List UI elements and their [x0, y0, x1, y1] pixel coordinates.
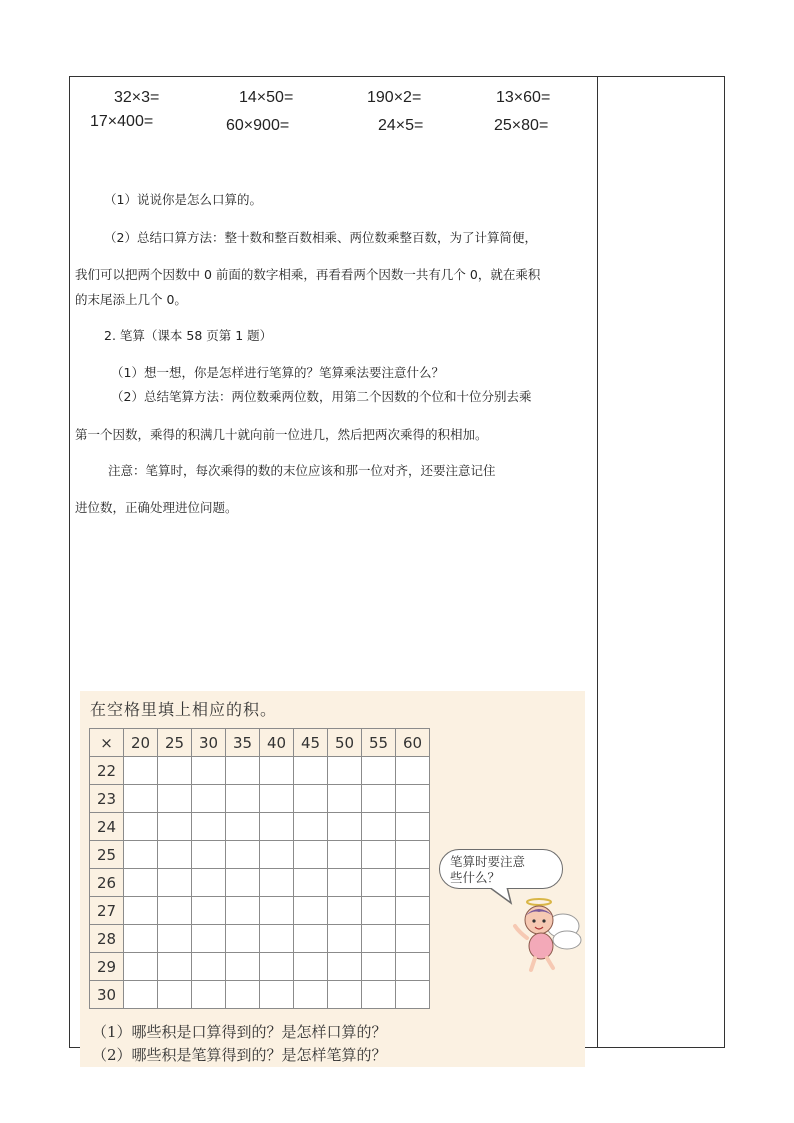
grid-cell [396, 757, 430, 785]
grid-cell [158, 869, 192, 897]
grid-cell [124, 953, 158, 981]
grid-cell [328, 785, 362, 813]
column-header: 60 [396, 729, 430, 757]
grid-cell [362, 813, 396, 841]
grid-cell [124, 869, 158, 897]
paragraph: （2）总结口算方法：整十数和整百数相乘、两位数乘整百数，为了计算简便， [104, 230, 537, 245]
grid-cell [260, 757, 294, 785]
grid-cell [158, 953, 192, 981]
grid-cell [328, 757, 362, 785]
row-header: 23 [90, 785, 124, 813]
note-paragraph: 进位数，正确处理进位问题。 [75, 500, 238, 515]
column-header: 30 [192, 729, 226, 757]
grid-cell [192, 785, 226, 813]
grid-cell [396, 953, 430, 981]
grid-cell [158, 841, 192, 869]
grid-cell [226, 841, 260, 869]
textbook-figure [80, 691, 585, 1067]
row-header: 29 [90, 953, 124, 981]
grid-cell [260, 813, 294, 841]
bubble-text-line: 笔算时要注意 [450, 854, 526, 869]
row-header: 26 [90, 869, 124, 897]
grid-cell [226, 813, 260, 841]
grid-cell [192, 953, 226, 981]
grid-cell [226, 869, 260, 897]
column-header: 20 [124, 729, 158, 757]
grid-cell [362, 757, 396, 785]
row-header: 30 [90, 981, 124, 1009]
grid-cell [124, 841, 158, 869]
paragraph: 的末尾添上几个 0。 [75, 292, 187, 307]
grid-cell [294, 841, 328, 869]
grid-cell [226, 785, 260, 813]
grid-cell [192, 813, 226, 841]
grid-cell [158, 981, 192, 1009]
grid-cell [362, 785, 396, 813]
expression: 24×5= [378, 117, 424, 134]
column-header: 25 [158, 729, 192, 757]
grid-cell [260, 981, 294, 1009]
grid-cell [158, 897, 192, 925]
grid-cell [192, 981, 226, 1009]
row-header: 27 [90, 897, 124, 925]
grid-cell [260, 869, 294, 897]
question: （1）哪些积是口算得到的？是怎样口算的？ [92, 1023, 387, 1041]
grid-cell [192, 841, 226, 869]
grid-cell [328, 925, 362, 953]
row-header: 28 [90, 925, 124, 953]
grid-cell [396, 925, 430, 953]
note-paragraph: 注意：笔算时，每次乘得的数的末位应该和那一位对齐，还要注意记住 [108, 463, 496, 478]
grid-cell [260, 925, 294, 953]
grid-cell [362, 953, 396, 981]
grid-cell [294, 813, 328, 841]
grid-cell [396, 869, 430, 897]
paragraph: （1）想一想，你是怎样进行笔算的？笔算乘法要注意什么？ [111, 365, 444, 380]
grid-cell [362, 981, 396, 1009]
grid-cell [294, 953, 328, 981]
expression: 32×3= [114, 89, 160, 106]
grid-cell [294, 757, 328, 785]
column-header: 50 [328, 729, 362, 757]
grid-cell [362, 869, 396, 897]
grid-cell [192, 869, 226, 897]
grid-cell [226, 757, 260, 785]
grid-cell [328, 953, 362, 981]
grid-cell [294, 897, 328, 925]
grid-cell [158, 925, 192, 953]
grid-cell [294, 981, 328, 1009]
grid-cell [260, 897, 294, 925]
column-header: 40 [260, 729, 294, 757]
grid-cell [226, 897, 260, 925]
grid-cell [328, 841, 362, 869]
grid-cell [124, 757, 158, 785]
grid-cell [328, 897, 362, 925]
section-heading: 2. 笔算（课本 58 页第 1 题） [104, 328, 273, 343]
grid-cell [260, 841, 294, 869]
corner-cell: × [90, 729, 124, 757]
notes-cell [597, 76, 725, 1048]
bubble-text-line: 些什么？ [450, 870, 501, 885]
grid-cell [158, 757, 192, 785]
grid-cell [294, 925, 328, 953]
row-header: 25 [90, 841, 124, 869]
speech-bubble [439, 849, 563, 889]
paragraph: 我们可以把两个因数中 0 前面的数字相乘，再看看两个因数一共有几个 0，就在乘积 [75, 267, 541, 282]
grid-cell [328, 981, 362, 1009]
grid-cell [362, 897, 396, 925]
column-header: 55 [362, 729, 396, 757]
grid-cell [396, 841, 430, 869]
multiplication-grid [89, 728, 430, 1009]
grid-cell [226, 925, 260, 953]
grid-cell [192, 897, 226, 925]
expression: 60×900= [226, 117, 290, 134]
grid-cell [192, 925, 226, 953]
grid-cell [260, 953, 294, 981]
paragraph: （2）总结笔算方法：两位数乘两位数，用第二个因数的个位和十位分别去乘 [111, 389, 532, 404]
expression: 190×2= [367, 89, 422, 106]
grid-cell [124, 925, 158, 953]
grid-cell [226, 981, 260, 1009]
paragraph: 第一个因数，乘得的积满几十就向前一位进几，然后把两次乘得的积相加。 [75, 427, 488, 442]
grid-cell [124, 897, 158, 925]
grid-cell [396, 785, 430, 813]
grid-cell [396, 813, 430, 841]
grid-cell [328, 813, 362, 841]
grid-cell [362, 925, 396, 953]
expression: 14×50= [239, 89, 294, 106]
grid-cell [396, 897, 430, 925]
row-header: 22 [90, 757, 124, 785]
expression: 13×60= [496, 89, 551, 106]
grid-cell [124, 785, 158, 813]
question: （2）哪些积是笔算得到的？是怎样笔算的？ [92, 1046, 387, 1064]
grid-cell [226, 953, 260, 981]
paragraph: （1）说说你是怎么口算的。 [104, 192, 262, 207]
grid-cell [294, 869, 328, 897]
column-header: 35 [226, 729, 260, 757]
column-header: 45 [294, 729, 328, 757]
grid-cell [294, 785, 328, 813]
row-header: 24 [90, 813, 124, 841]
grid-cell [124, 981, 158, 1009]
grid-cell [158, 813, 192, 841]
angel-mascot-icon [505, 896, 585, 976]
grid-cell [158, 785, 192, 813]
grid-cell [124, 813, 158, 841]
grid-cell [328, 869, 362, 897]
figure-title: 在空格里填上相应的积。 [90, 700, 278, 719]
grid-cell [260, 785, 294, 813]
grid-cell [396, 981, 430, 1009]
expression: 25×80= [494, 117, 549, 134]
grid-cell [362, 841, 396, 869]
expression: 17×400= [90, 113, 154, 130]
grid-cell [192, 757, 226, 785]
